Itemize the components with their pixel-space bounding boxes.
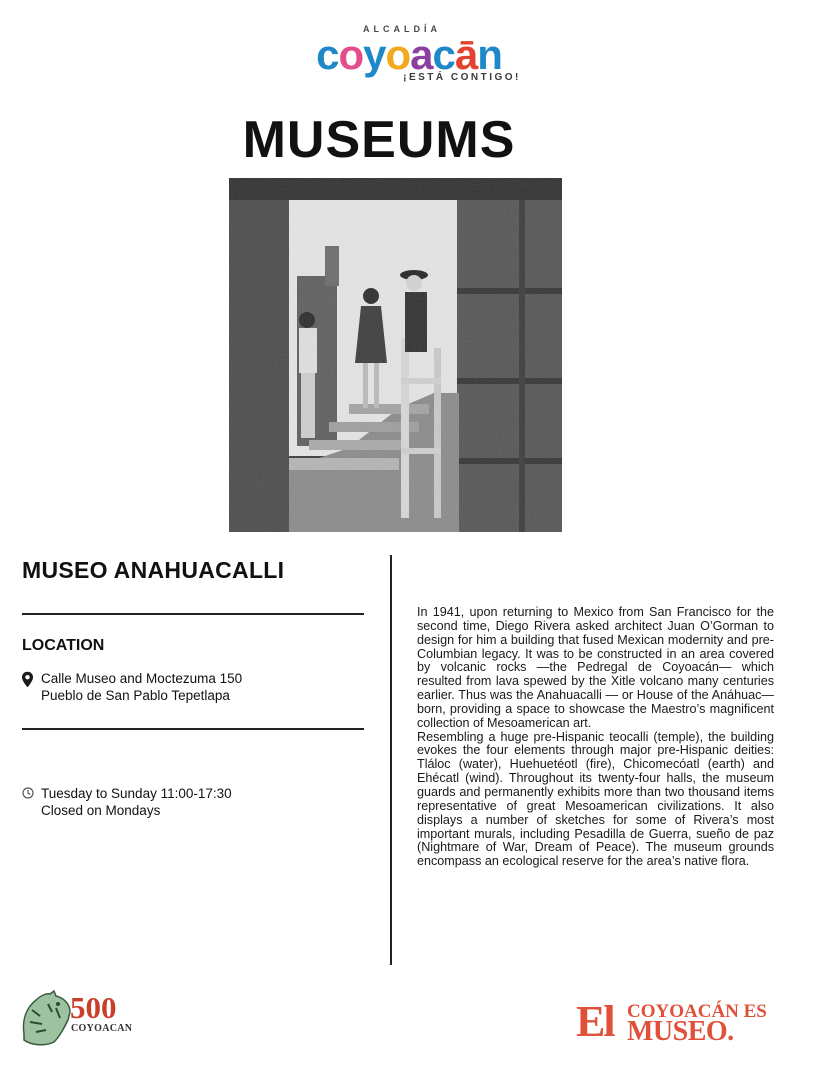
logo-letter: o: [385, 31, 411, 78]
logo-letter: c: [432, 31, 455, 78]
column-divider: [390, 555, 392, 965]
logo-museo: MUSEO.: [627, 1016, 734, 1047]
address: [41, 670, 242, 704]
map-pin-icon: [21, 671, 34, 688]
divider-middle: [22, 728, 364, 730]
logo-tagline: ¡ESTÁ CONTIGO!: [403, 72, 521, 83]
description-paragraph-2: Resembling a huge pre-Hispanic teocalli (temple), the building evokes the four elements through major pre-Hispanic deities: Tláloc (water), Huehuetéotl (fire), Chicomecóatl (earth) and Ehécatl (wind). Throughout its twenty-four halls, the museum guards and permanently exhibits more than two thousand items representative of great Mesoamerican civilizations. It also displays a number of sketches for some of Rivera’s most important murals, including Pesadilla de Guerra, sueño de paz (Nightmare of War, Dream of Peace). The museum grounds encompass an ecological reserve for the area’s native flora.: [417, 729, 774, 869]
logo-500-subtitle: COYOACAN: [71, 1023, 133, 1034]
description-paragraph-1: In 1941, upon returning to Mexico from San Francisco for the second time, Diego Rivera asked architect Juan O’Gorman to design for him a building that fused Mexican modernity and pre-Columbian legacy. It was to be constructed in an area covered by volcanic rocks —the Pedregal de Coyoacán— which resulted from lava spewed by the Xitle volcano many centuries earlier. Thus was the Anahuacalli — or House of the Anáhuac— born, providing a space to showcase the Maestro’s magnificent collection of Mesoamerican art.: [417, 605, 774, 730]
logo-letter: a: [410, 31, 433, 78]
location-heading: LOCATION: [22, 637, 105, 654]
address-line-1: Calle Museo and Moctezuma 150: [41, 671, 243, 686]
page-title: MUSEUMS: [242, 111, 516, 169]
logo-letter: ā: [454, 31, 478, 78]
divider-top: [22, 613, 364, 615]
logo-letter: y: [363, 31, 386, 78]
alcaldia-logo: [0, 24, 824, 83]
hours-line-1: Tuesday to Sunday 11:00-17:30: [41, 786, 232, 801]
logo-letter: n: [477, 31, 502, 78]
address-line-2: Pueblo de San Pablo Tepetlapa: [41, 688, 230, 703]
logo-coyoacan-es: COYOACÁN ES: [627, 1001, 767, 1022]
museum-description: [417, 606, 774, 869]
logo-el: El: [576, 997, 614, 1046]
logo-alcaldia-text: ALCALDÍA: [363, 24, 441, 34]
logo-letter: o: [338, 31, 364, 78]
clock-icon: [22, 787, 34, 799]
logo-letter: c: [316, 31, 339, 78]
logo-500-number: 500: [70, 990, 117, 1025]
museum-name: MUSEO ANAHUACALLI: [22, 557, 285, 583]
hours-line-2: Closed on Mondays: [41, 803, 161, 818]
historic-photo: [229, 178, 562, 532]
opening-hours: [41, 785, 232, 819]
